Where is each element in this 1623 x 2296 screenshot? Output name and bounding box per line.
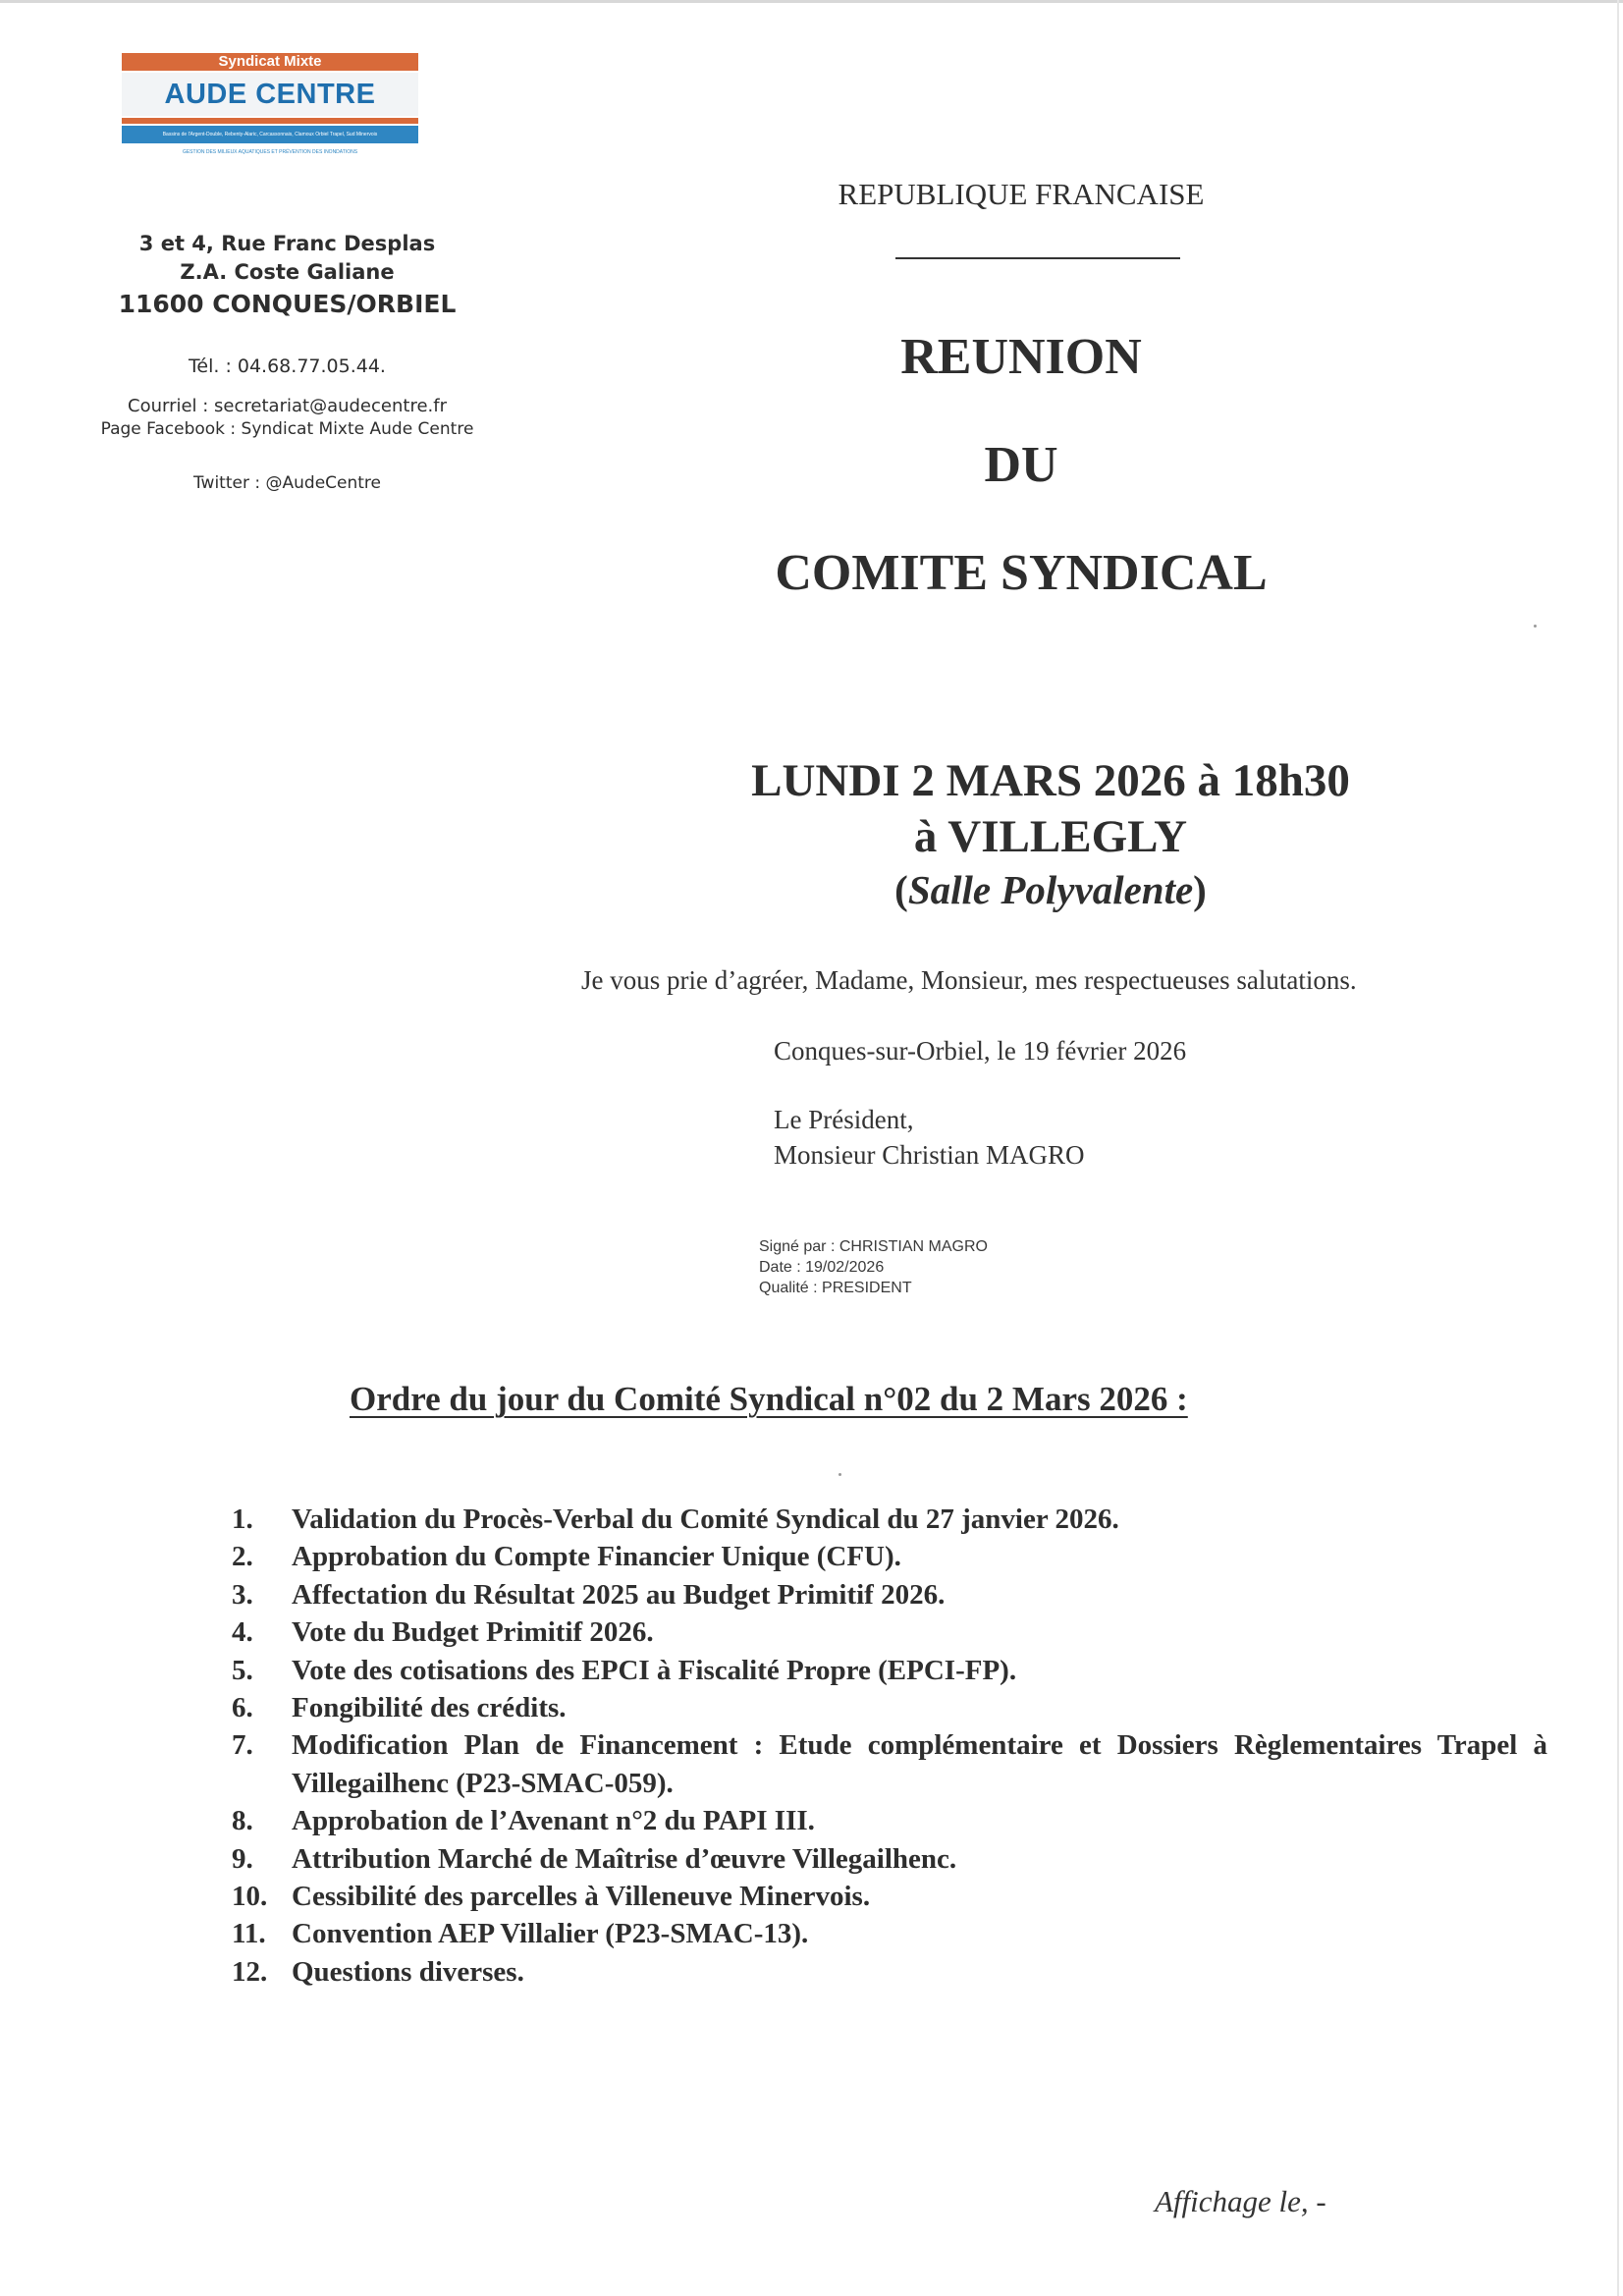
agenda-item-number: 3. — [232, 1578, 253, 1611]
address-twitter: Twitter : @AudeCentre — [192, 473, 381, 493]
meeting-date: LUNDI 2 MARS 2026 à 18h30 — [751, 755, 1350, 806]
republic-heading: REPUBLIQUE FRANCAISE — [838, 177, 1205, 211]
agenda-item-number: 11. — [232, 1918, 266, 1950]
agenda-title: Ordre du jour du Comité Syndical n°02 du 2 Mars 2026 : — [350, 1380, 1188, 1418]
agenda-item-text: Affectation du Résultat 2025 au Budget Primitif 2026. — [292, 1578, 946, 1611]
agenda-item-number: 5. — [232, 1654, 253, 1686]
agenda-item-text: Fongibilité des crédits. — [292, 1692, 567, 1724]
agenda-item-number: 12. — [232, 1955, 268, 1988]
republic-rule — [895, 257, 1180, 259]
agenda-item-number: 8. — [232, 1805, 253, 1837]
electronic-signature-block — [759, 1236, 1152, 1298]
signatory-name: Monsieur Christian MAGRO — [774, 1140, 1085, 1170]
scan-speck — [1534, 625, 1537, 628]
address-zone: Z.A. Coste Galiane — [180, 260, 395, 284]
agenda-item-number: 6. — [232, 1692, 253, 1724]
title-line-comite: COMITE SYNDICAL — [775, 545, 1268, 601]
affichage-note: Affichage le, - — [1155, 2184, 1326, 2218]
address-street: 3 et 4, Rue Franc Desplas — [138, 232, 436, 255]
signatory — [774, 1102, 1461, 1173]
title-line-du: DU — [984, 437, 1058, 493]
agenda-item — [232, 1915, 1547, 1952]
logo-basins-line: Bassins de l'Argent-Double, Rebenty-Alaric, Carcassonnais, Clamoux Orbiel Trapel, Sud Minervois — [122, 126, 418, 143]
agenda-item-text: Vote des cotisations des EPCI à Fiscalité Propre (EPCI-FP). — [292, 1654, 1017, 1686]
agenda-item-text: Questions diverses. — [292, 1955, 524, 1988]
signatory-role: Le Président, — [774, 1105, 914, 1134]
scan-top-edge — [0, 0, 1623, 3]
agenda-item-number: 1. — [232, 1503, 253, 1535]
agenda-item — [232, 1501, 1547, 1538]
meeting-place: à VILLEGLY — [913, 811, 1188, 862]
agenda-item — [232, 1878, 1547, 1915]
title-line-reunion: REUNION — [900, 329, 1142, 385]
meeting-info — [638, 752, 1463, 915]
address-email: Courriel : secretariat@audecentre.fr — [128, 396, 447, 416]
address-phone: Tél. : 04.68.77.05.44. — [189, 355, 386, 377]
agenda-item-text: Approbation du Compte Financier Unique (CFU). — [292, 1541, 901, 1573]
salutation-text: Je vous prie d’agréer, Madame, Monsieur, mes respectueuses salutations. — [581, 965, 1357, 995]
meeting-room-name: Salle Polyvalente — [907, 867, 1194, 912]
meeting-room-open: ( — [894, 867, 908, 912]
logo-top-label: Syndicat Mixte — [122, 53, 418, 71]
agenda-item-number: 7. — [232, 1729, 253, 1762]
agenda-item-number: 9. — [232, 1842, 253, 1875]
agenda-item — [232, 1840, 1547, 1878]
agenda-item-text: Approbation de l’Avenant n°2 du PAPI III. — [292, 1805, 815, 1837]
place-and-date: Conques-sur-Orbiel, le 19 février 2026 — [774, 1036, 1187, 1066]
agenda-item-text: Attribution Marché de Maîtrise d’œuvre Villegailhenc. — [292, 1842, 957, 1875]
address-facebook: Page Facebook : Syndicat Mixte Aude Centre — [100, 419, 474, 439]
address-city: 11600 CONQUES/ORBIEL — [118, 290, 457, 318]
esign-quality: Qualité : PRESIDENT — [759, 1280, 912, 1296]
agenda-list — [232, 1501, 1547, 1991]
agenda-item-number: 2. — [232, 1541, 253, 1573]
logo-title: AUDE CENTRE — [122, 73, 418, 116]
logo-divider — [122, 118, 418, 124]
esign-signed-by: Signé par : CHRISTIAN MAGRO — [759, 1238, 988, 1255]
agenda-item-text: Convention AEP Villalier (P23-SMAC-13). — [292, 1918, 809, 1950]
agenda-item — [232, 1613, 1547, 1651]
sender-address — [79, 230, 496, 495]
agenda-item-text: Cessibilité des parcelles à Villeneuve Minervois. — [292, 1881, 871, 1913]
scan-speck — [839, 1473, 841, 1476]
agenda-item-number: 4. — [232, 1616, 253, 1649]
agenda-item — [232, 1538, 1547, 1575]
agenda-item — [232, 1689, 1547, 1726]
scan-right-edge — [1617, 0, 1619, 2296]
agenda-item — [232, 1652, 1547, 1689]
meeting-room-close: ) — [1193, 867, 1207, 912]
aude-centre-logo — [122, 53, 418, 169]
agenda-item-text: Validation du Procès-Verbal du Comité Syndical du 27 janvier 2026. — [292, 1503, 1119, 1535]
agenda-item-text: Vote du Budget Primitif 2026. — [292, 1616, 654, 1649]
agenda-item-text: Modification Plan de Financement : Etude complémentaire et Dossiers Règlementaires Trapel à Villegailhenc (P23-SMAC-059). — [292, 1729, 1547, 1799]
agenda-item — [232, 1576, 1547, 1613]
meeting-room — [638, 864, 1463, 915]
agenda-item — [232, 1726, 1547, 1802]
logo-tagline: GESTION DES MILIEUX AQUATIQUES ET PRÉVENTION DES INONDATIONS — [182, 149, 358, 155]
agenda-item-number: 10. — [232, 1881, 268, 1913]
document-title — [638, 316, 1404, 640]
agenda-item — [232, 1802, 1547, 1839]
agenda-item — [232, 1953, 1547, 1991]
esign-date: Date : 19/02/2026 — [759, 1259, 885, 1276]
